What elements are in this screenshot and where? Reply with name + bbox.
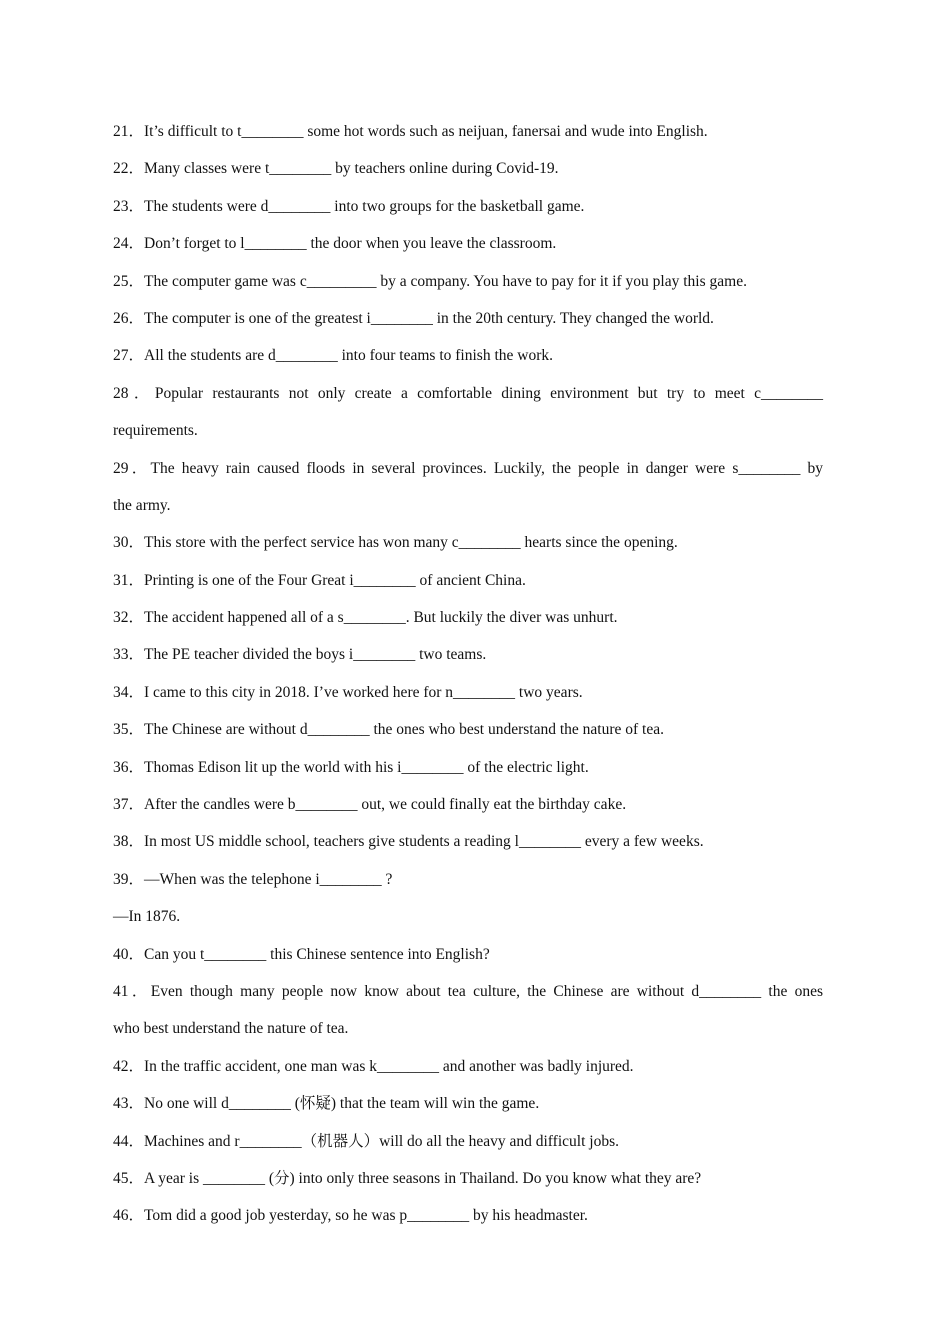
question-40 xyxy=(113,941,823,978)
question-number: 29． xyxy=(113,459,151,477)
question-text: —In 1876. xyxy=(113,908,181,926)
question-number: 35． xyxy=(113,721,145,739)
question-text: No one will d________ (怀疑) that the team will win the game. xyxy=(144,1095,540,1113)
question-34 xyxy=(113,679,823,716)
question-31 xyxy=(113,567,823,604)
question-text: The computer game was c_________ by a company. You have to pay for it if you play this game. xyxy=(144,272,747,290)
question-number: 37． xyxy=(113,796,145,814)
question-38 xyxy=(113,828,823,865)
question-text: In the traffic accident, one man was k________ and another was badly injured. xyxy=(144,1057,634,1075)
question-33 xyxy=(113,641,823,678)
question-text: The heavy rain caused floods in several provinces. Luckily, the people in danger were s________ by xyxy=(150,459,823,477)
question-number: 36． xyxy=(113,758,145,776)
question-number: 46． xyxy=(113,1207,145,1225)
question-text: The computer is one of the greatest i________ in the 20th century. They changed the world. xyxy=(144,309,714,327)
question-23 xyxy=(113,193,823,230)
question-42 xyxy=(113,1053,823,1090)
question-text: It’s difficult to t________ some hot words such as neijuan, fanersai and wude into English. xyxy=(144,123,708,140)
question-number: 23． xyxy=(113,197,145,215)
question-number: 38． xyxy=(113,833,145,851)
question-number: 33． xyxy=(113,646,145,664)
question-29 xyxy=(113,455,823,492)
question-number: 44． xyxy=(113,1132,145,1150)
question-number: 30． xyxy=(113,534,145,552)
question-number: 27． xyxy=(113,347,145,365)
question-number: 28． xyxy=(113,384,155,402)
question-number: 25． xyxy=(113,272,145,290)
question-text: Many classes were t________ by teachers online during Covid-19. xyxy=(144,160,559,178)
question-30 xyxy=(113,529,823,566)
question-text: requirements. xyxy=(113,422,198,440)
question-number: 45． xyxy=(113,1169,145,1187)
question-29-continuation xyxy=(113,492,823,529)
question-text: Machines and r________（机器人）will do all the heavy and difficult jobs. xyxy=(144,1132,619,1150)
question-number: 34． xyxy=(113,683,145,701)
question-35 xyxy=(113,716,823,753)
question-46 xyxy=(113,1202,823,1239)
question-28-continuation xyxy=(113,417,823,454)
question-text: I came to this city in 2018. I’ve worked here for n________ two years. xyxy=(144,683,583,701)
question-text: This store with the perfect service has won many c________ hearts since the opening. xyxy=(144,534,678,552)
question-text: A year is ________ (分) into only three seasons in Thailand. Do you know what they are? xyxy=(144,1169,702,1187)
question-number: 41． xyxy=(113,982,151,1000)
question-text: In most US middle school, teachers give students a reading l________ every a few weeks. xyxy=(144,833,704,851)
question-text: The Chinese are without d________ the ones who best understand the nature of tea. xyxy=(144,721,664,739)
question-text: who best understand the nature of tea. xyxy=(113,1020,349,1038)
question-text: Even though many people now know about tea culture, the Chinese are without d________ the ones xyxy=(150,982,823,1000)
question-41 xyxy=(113,978,823,1015)
question-number: 42． xyxy=(113,1057,145,1075)
question-44 xyxy=(113,1128,823,1165)
question-text: The students were d________ into two groups for the basketball game. xyxy=(144,197,585,215)
question-number: 31． xyxy=(113,571,145,589)
question-43 xyxy=(113,1090,823,1127)
question-text: the army. xyxy=(113,496,171,514)
question-number: 21． xyxy=(113,123,145,140)
question-25 xyxy=(113,268,823,305)
question-text: The PE teacher divided the boys i________ two teams. xyxy=(144,646,487,664)
question-number: 22． xyxy=(113,160,145,178)
question-32 xyxy=(113,604,823,641)
question-24 xyxy=(113,230,823,267)
question-36 xyxy=(113,754,823,791)
question-41-continuation xyxy=(113,1015,823,1052)
question-27 xyxy=(113,342,823,379)
question-number: 39． xyxy=(113,870,145,888)
question-text: Don’t forget to l________ the door when you leave the classroom. xyxy=(144,235,557,253)
question-text: Thomas Edison lit up the world with his i________ of the electric light. xyxy=(144,758,589,776)
question-28 xyxy=(113,380,823,417)
question-37 xyxy=(113,791,823,828)
question-text: After the candles were b________ out, we could finally eat the birthday cake. xyxy=(144,796,627,814)
question-text: Printing is one of the Four Great i________ of ancient China. xyxy=(144,571,526,589)
question-number: 40． xyxy=(113,945,145,963)
question-list xyxy=(113,118,823,1240)
question-text: The accident happened all of a s________. But luckily the diver was unhurt. xyxy=(144,609,618,627)
question-22 xyxy=(113,155,823,192)
question-text: Can you t________ this Chinese sentence into English? xyxy=(144,945,490,963)
question-45 xyxy=(113,1165,823,1202)
question-number: 43． xyxy=(113,1095,145,1113)
question-text: All the students are d________ into four teams to finish the work. xyxy=(144,347,553,365)
question-39-answer xyxy=(113,903,823,940)
question-number: 26． xyxy=(113,309,145,327)
question-text: Tom did a good job yesterday, so he was p________ by his headmaster. xyxy=(144,1207,588,1225)
question-39 xyxy=(113,866,823,903)
question-26 xyxy=(113,305,823,342)
question-text: Popular restaurants not only create a comfortable dining environment but try to meet c________ xyxy=(154,384,823,402)
question-number: 24． xyxy=(113,235,145,253)
question-21 xyxy=(113,118,823,155)
question-number: 32． xyxy=(113,609,145,627)
question-text: —When was the telephone i________ ? xyxy=(144,870,393,888)
